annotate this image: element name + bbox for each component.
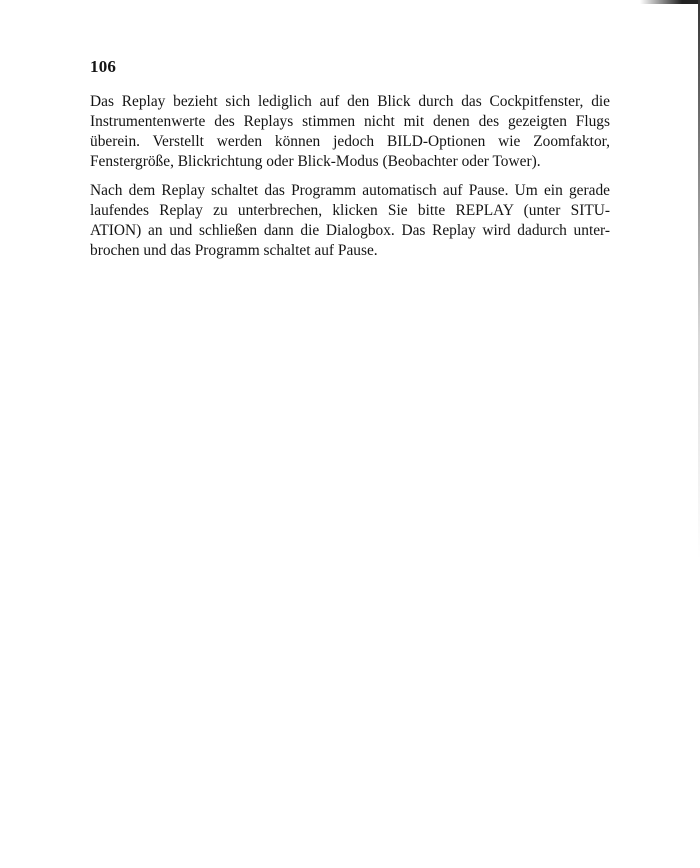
- paragraph-line: Das Replay bezieht sich lediglich auf den Blick durch das Cockpitfenster, die: [90, 93, 610, 110]
- paragraph-line: Instrumentenwerte des Replays stimmen nicht mit denen des gezeigten Flugs: [90, 113, 610, 130]
- paragraph-line: Fenstergröße, Blickrichtung oder Blick-Modus (Beobachter oder Tower).: [90, 153, 541, 170]
- paragraph-line: Nach dem Replay schaltet das Programm automatisch auf Pause. Um ein gerade: [90, 182, 610, 199]
- paragraph-line: ATION) an und schließen dann die Dialogbox. Das Replay wird dadurch unter-: [90, 222, 610, 239]
- paragraph-line: überein. Verstellt werden können jedoch BILD-Optionen wie Zoomfaktor,: [90, 133, 610, 150]
- page-number: 106: [90, 57, 117, 76]
- scan-edge-top: [640, 0, 700, 4]
- paragraph-line: brochen und das Programm schaltet auf Pause.: [90, 242, 378, 259]
- paragraph-line: laufendes Replay zu unterbrechen, klicken Sie bitte REPLAY (unter SITU-: [90, 202, 610, 219]
